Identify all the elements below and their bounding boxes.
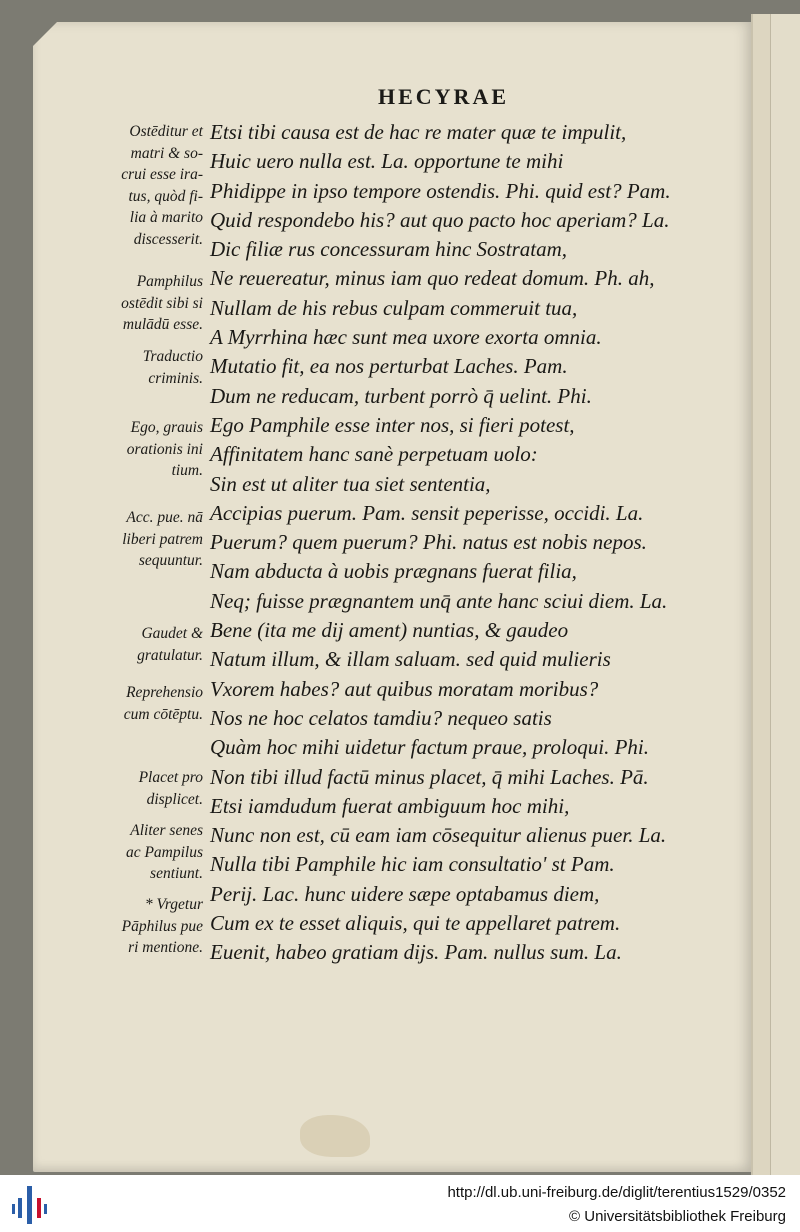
verse-line: Neq; fuisse prægnantem unq̄ ante hanc sciui diem. La. — [210, 588, 668, 613]
verse-line: A Myrrhina hæc sunt mea uxore exorta omnia. — [210, 325, 602, 350]
verse-line: Nulla tibi Pamphile hic iam consultatio' st Pam. — [210, 852, 615, 877]
verse-line: Bene (ita me dij ament) nuntias, & gaudeo — [210, 618, 569, 643]
next-page-edge-2 — [770, 14, 800, 1175]
verse-line: Etsi tibi causa est de hac re mater quæ te impulit, — [210, 120, 627, 144]
margin-note: Ostēditur et matri & so- crui esse ira- tus, quòd fi- lia à marito discesserit. — [121, 123, 203, 248]
verse-line: Etsi iamdudum fuerat ambiguum hoc mihi, — [210, 793, 570, 818]
verse-line: Ne reuereatur, minus iam quo redeat domum. Ph. ah, — [210, 266, 655, 291]
verse-line: Quàm hoc mihi uidetur factum praue, proloqui. Phi. — [210, 735, 650, 760]
verse-line: Affinitatem hanc sanè perpetuam uolo: — [210, 442, 538, 467]
verse-line: Cum ex te esset aliquis, qui te appellaret patrem. — [210, 911, 621, 936]
margin-note: Reprehensio cum cōtēptu. — [123, 684, 203, 723]
verse-line: Perij. Lac. hunc uidere sæpe optabamus diem, — [210, 881, 600, 906]
paper-stain — [300, 1115, 370, 1157]
verse-line: Ego Pamphile esse inter nos, si fieri potest, — [210, 412, 575, 437]
verse-line: Dic filiæ rus concessuram hinc Sostratam, — [210, 237, 567, 262]
verse-line: Phidippe in ipso tempore ostendis. Phi. quid est? Pam. — [210, 178, 671, 203]
verse-text-block — [210, 118, 671, 968]
library-logo-icon — [12, 1184, 48, 1226]
verse-line: Natum illum, & illam saluam. sed quid mulieris — [210, 647, 611, 672]
verse-line: Mutatio fit, ea nos perturbat Laches. Pam. — [210, 354, 568, 379]
folded-corner — [33, 22, 57, 46]
verse-line: Nam abducta à uobis prægnans fuerat filia, — [210, 559, 577, 584]
verse-line: Nos ne hoc celatos tamdiu? nequeo satis — [210, 705, 552, 730]
verse-line: Nunc non est, cū eam iam cōsequitur alienus puer. La. — [210, 823, 667, 848]
verse-line: Vxorem habes? aut quibus moratam moribus? — [210, 676, 599, 701]
margin-note: Traductio criminis. — [142, 348, 203, 387]
permalink-url[interactable]: http://dl.ub.uni-freiburg.de/diglit/terentius1529/0352 — [447, 1184, 786, 1201]
verse-line: Sin est ut aliter tua siet sententia, — [210, 471, 491, 496]
margin-note: Pamphilus ostēdit sibi si mulādū esse. — [121, 273, 203, 333]
margin-note: Ego, grauis orationis ini tium. — [126, 419, 203, 479]
verse-line: Euenit, habeo gratiam dijs. Pam. nullus sum. La. — [210, 940, 622, 965]
verse-line: Puerum? quem puerum? Phi. natus est nobis nepos. — [210, 530, 647, 555]
copyright-notice: © Universitätsbibliothek Freiburg — [569, 1208, 786, 1225]
margin-note: Acc. pue. nā liberi patrem sequuntur. — [122, 509, 203, 569]
verse-line: Non tibi illud factū minus placet, q̄ mihi Laches. Pā. — [210, 764, 649, 789]
margin-note: Aliter senes ac Pampilus sentiunt. — [125, 822, 203, 882]
verse-line: Dum ne reducam, turbent porrò q̄ uelint. Phi. — [210, 383, 592, 408]
margin-note: Placet pro displicet. — [138, 769, 203, 808]
margin-note: Gaudet & gratulatur. — [137, 625, 203, 664]
verse-line: Accipias puerum. Pam. sensit peperisse, occidi. La. — [210, 500, 644, 525]
margin-note: * Vrgetur Pāphilus pue ri mentione. — [121, 896, 203, 956]
running-header: HECYRAE — [378, 84, 510, 109]
verse-line: Huic uero nulla est. La. opportune te mihi — [210, 149, 564, 174]
verse-line: Quid respondebo his? aut quo pacto hoc aperiam? La. — [210, 207, 670, 232]
verse-line: Nullam de his rebus culpam commeruit tua, — [210, 295, 578, 320]
